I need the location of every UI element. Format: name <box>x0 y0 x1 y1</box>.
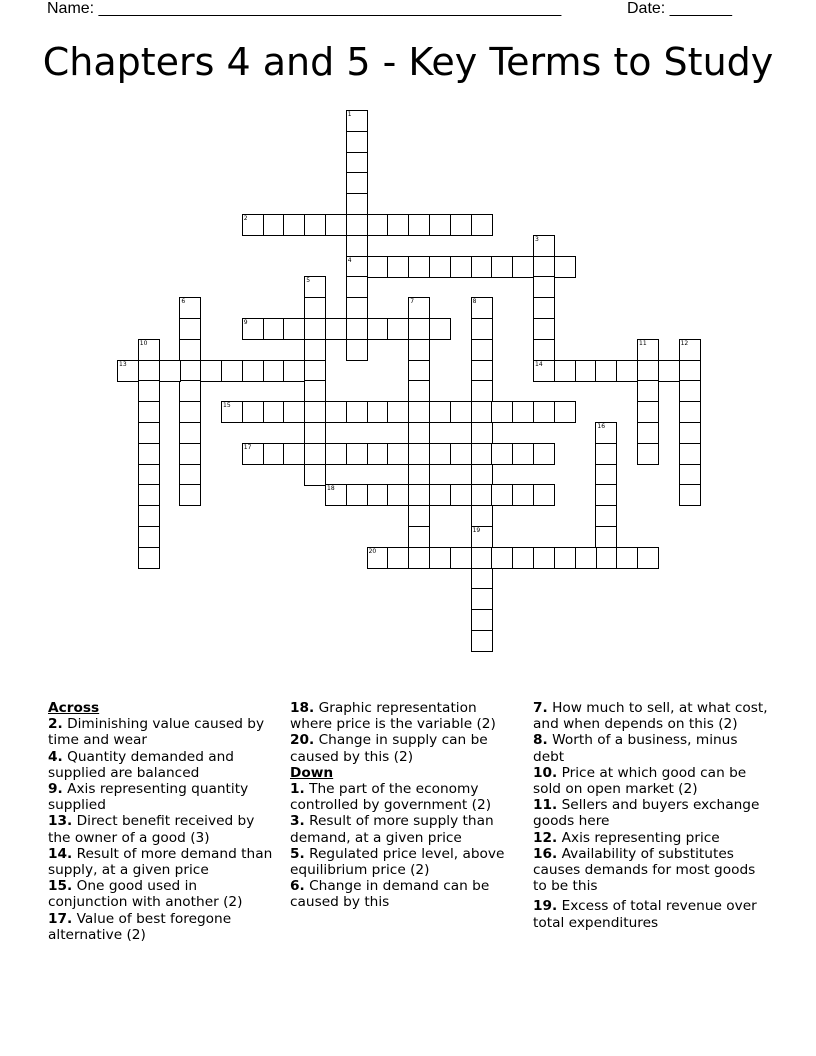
clue-text: Diminishing value caused by time and wear <box>48 716 265 749</box>
crossword-cell[interactable] <box>408 380 430 402</box>
crossword-cell[interactable] <box>533 339 555 361</box>
clue-text: Excess of total revenue over total expenditures <box>533 898 757 931</box>
cell-number: 18 <box>327 485 335 493</box>
crossword-cell[interactable] <box>387 547 409 569</box>
crossword-cell[interactable] <box>179 380 201 402</box>
clue-number: 4. <box>48 748 63 765</box>
cell-number: 7 <box>410 298 415 306</box>
clue-text: Regulated price level, above equilibrium price (2) <box>290 845 505 879</box>
crossword-cell[interactable] <box>408 256 430 278</box>
clue-number: 7. <box>533 700 548 716</box>
crossword-cell[interactable] <box>450 547 472 569</box>
crossword-cell[interactable] <box>408 360 430 382</box>
crossword-cell[interactable] <box>408 443 430 465</box>
crossword-cell[interactable] <box>304 297 326 319</box>
cell-number: 14 <box>535 360 543 368</box>
crossword-cell[interactable] <box>512 401 534 423</box>
clue-text: Value of best foregone alternative (2) <box>48 910 232 943</box>
crossword-cell[interactable] <box>471 339 493 361</box>
clue-number: 20. <box>290 732 315 749</box>
crossword-cell[interactable] <box>408 297 430 319</box>
crossword-cell[interactable] <box>346 193 368 215</box>
crossword-cell[interactable] <box>450 401 472 423</box>
crossword-cell[interactable] <box>138 339 160 361</box>
crossword-cell[interactable] <box>304 422 326 444</box>
crossword-cell[interactable] <box>429 256 451 278</box>
crossword-cell[interactable] <box>179 484 201 506</box>
crossword-cell[interactable] <box>512 256 534 278</box>
crossword-cell[interactable] <box>554 256 576 278</box>
clue-number: 17. <box>48 910 73 927</box>
crossword-cell[interactable] <box>533 484 555 506</box>
crossword-cell[interactable] <box>179 443 201 465</box>
crossword-cell[interactable] <box>387 214 409 236</box>
date-field-label: Date: _______ <box>627 0 732 17</box>
clue-across-13 <box>48 813 280 845</box>
crossword-cell[interactable] <box>471 505 493 527</box>
crossword-cell[interactable] <box>512 547 534 569</box>
clue-down-3 <box>290 813 522 845</box>
crossword-cell[interactable] <box>304 443 326 465</box>
crossword-cell[interactable] <box>304 360 326 382</box>
cell-number: 2 <box>243 215 248 222</box>
crossword-cell[interactable] <box>408 401 430 423</box>
crossword-cell[interactable] <box>471 609 493 631</box>
crossword-cell[interactable] <box>471 360 493 382</box>
crossword-cell[interactable] <box>242 360 264 382</box>
crossword-cell[interactable] <box>304 401 326 423</box>
crossword-cell[interactable] <box>533 235 555 257</box>
clue-number: 19. <box>533 898 558 915</box>
crossword-cell[interactable] <box>679 443 701 465</box>
crossword-cell[interactable] <box>283 401 305 423</box>
crossword-cell[interactable] <box>512 443 534 465</box>
clue-down-12 <box>533 830 771 846</box>
crossword-cell[interactable] <box>346 256 368 278</box>
crossword-cell[interactable] <box>242 214 264 236</box>
crossword-cell[interactable] <box>471 401 493 423</box>
cell-number: 19 <box>472 527 481 534</box>
crossword-cell[interactable] <box>179 401 201 423</box>
clue-number: 3. <box>290 813 305 830</box>
crossword-cell[interactable] <box>471 422 493 444</box>
crossword-cell[interactable] <box>637 380 659 402</box>
crossword-cell[interactable] <box>346 339 368 361</box>
crossword-cell[interactable] <box>575 547 597 569</box>
crossword-cell[interactable] <box>471 443 493 465</box>
crossword-cell[interactable] <box>387 443 409 465</box>
cell-number: 1 <box>347 111 352 118</box>
crossword-cell[interactable] <box>471 380 493 402</box>
crossword-cell[interactable] <box>346 172 368 194</box>
clue-text: Sellers and buyers exchange goods here <box>533 797 760 830</box>
crossword-cell[interactable] <box>471 630 493 652</box>
crossword-cell[interactable] <box>346 484 368 506</box>
crossword-cell[interactable] <box>450 443 472 465</box>
crossword-cell[interactable] <box>138 526 160 548</box>
crossword-cell[interactable] <box>429 214 451 236</box>
clue-down-19 <box>533 898 771 930</box>
cell-number: 11 <box>639 339 647 347</box>
clue-text: Graphic representation where price is the variable (2) <box>290 700 496 733</box>
clue-across-15 <box>48 878 280 910</box>
crossword-cell[interactable] <box>637 360 659 382</box>
clue-down-10 <box>533 765 771 797</box>
crossword-cell[interactable] <box>429 443 451 465</box>
crossword-cell[interactable] <box>263 318 285 340</box>
crossword-cell[interactable] <box>367 443 389 465</box>
clue-number: 13. <box>48 813 73 830</box>
crossword-cell[interactable] <box>159 360 181 382</box>
clue-text: Direct benefit received by the owner of a good (3) <box>48 813 255 846</box>
crossword-cell[interactable] <box>595 526 617 548</box>
crossword-cell[interactable] <box>200 360 222 382</box>
clue-text: Change in supply can be caused by this (2) <box>290 732 488 765</box>
crossword-cell[interactable] <box>595 443 617 465</box>
crossword-cell[interactable] <box>346 276 368 298</box>
clue-down-5 <box>290 846 522 878</box>
clue-down-7 <box>533 700 771 732</box>
clue-text: Worth of a business, minus debt <box>533 732 738 765</box>
crossword-cell[interactable] <box>346 110 368 132</box>
crossword-cell[interactable] <box>304 276 326 298</box>
crossword-cell[interactable] <box>512 484 534 506</box>
crossword-cell[interactable] <box>367 401 389 423</box>
down-heading: Down <box>290 764 334 781</box>
crossword-cell[interactable] <box>179 422 201 444</box>
crossword-cell[interactable] <box>616 547 638 569</box>
crossword-cell[interactable] <box>408 464 430 486</box>
crossword-cell[interactable] <box>471 568 493 590</box>
crossword-cell[interactable] <box>471 318 493 340</box>
crossword-cell[interactable] <box>283 360 305 382</box>
crossword-cell[interactable] <box>408 214 430 236</box>
crossword-cell[interactable] <box>595 505 617 527</box>
crossword-cell[interactable] <box>304 339 326 361</box>
clue-text: Availability of substitutes causes demands for most goods to be this <box>533 845 756 895</box>
clue-number: 10. <box>533 764 558 781</box>
across-heading: Across <box>48 700 100 716</box>
crossword-cell[interactable] <box>242 443 264 465</box>
crossword-cell[interactable] <box>533 318 555 340</box>
clue-across-20 <box>290 732 522 764</box>
crossword-cell[interactable] <box>491 547 513 569</box>
crossword-cell[interactable] <box>346 318 368 340</box>
clue-text: Change in demand can be caused by this <box>290 878 490 911</box>
crossword-cell[interactable] <box>367 484 389 506</box>
crossword-cell[interactable] <box>242 401 264 423</box>
crossword-cell[interactable] <box>637 339 659 361</box>
clue-across-2 <box>48 716 280 748</box>
crossword-cell[interactable] <box>138 484 160 506</box>
crossword-cell[interactable] <box>325 318 347 340</box>
clue-text: Result of more supply than demand, at a given price <box>290 813 494 846</box>
crossword-cell[interactable] <box>387 484 409 506</box>
cell-number: 12 <box>680 339 689 347</box>
crossword-cell[interactable] <box>450 484 472 506</box>
crossword-cell[interactable] <box>679 380 701 402</box>
crossword-cell[interactable] <box>533 297 555 319</box>
crossword-cell[interactable] <box>408 339 430 361</box>
crossword-cell[interactable] <box>304 464 326 486</box>
crossword-cell[interactable] <box>491 443 513 465</box>
clue-text: How much to sell, at what cost, and when depends on this (2) <box>533 700 768 733</box>
clue-down-1 <box>290 781 522 813</box>
crossword-cell[interactable] <box>346 443 368 465</box>
crossword-cell[interactable] <box>429 401 451 423</box>
crossword-cell[interactable] <box>346 214 368 236</box>
crossword-cell[interactable] <box>471 526 493 548</box>
clue-down-8 <box>533 732 771 764</box>
crossword-cell[interactable] <box>408 526 430 548</box>
crossword-cell[interactable] <box>637 443 659 465</box>
crossword-cell[interactable] <box>679 422 701 444</box>
crossword-cell[interactable] <box>283 214 305 236</box>
crossword-cell[interactable] <box>658 360 680 382</box>
crossword-cell[interactable] <box>138 443 160 465</box>
crossword-cell[interactable] <box>450 256 472 278</box>
crossword-cell[interactable] <box>283 443 305 465</box>
crossword-cell[interactable] <box>554 547 576 569</box>
clue-text: Result of more demand than supply, at a given price <box>48 845 273 879</box>
name-field-label: Name: ____________________________________________________ <box>47 0 562 17</box>
crossword-cell[interactable] <box>387 318 409 340</box>
cell-number: 20 <box>368 547 377 555</box>
crossword-cell[interactable] <box>533 547 555 569</box>
crossword-cell[interactable] <box>450 214 472 236</box>
crossword-cell[interactable] <box>138 360 160 382</box>
crossword-cell[interactable] <box>679 339 701 361</box>
cell-number: 4 <box>347 256 352 264</box>
crossword-cell[interactable] <box>471 256 493 278</box>
crossword-cell[interactable] <box>179 318 201 340</box>
cell-number: 6 <box>181 298 186 306</box>
crossword-cell[interactable] <box>471 297 493 319</box>
clue-text: Quantity demanded and supplied are balanced <box>48 748 234 781</box>
crossword-cell[interactable] <box>533 401 555 423</box>
clue-down-16 <box>533 846 771 895</box>
crossword-cell[interactable] <box>575 360 597 382</box>
crossword-cell[interactable] <box>429 547 451 569</box>
crossword-cell[interactable] <box>179 339 201 361</box>
clue-down-11 <box>533 797 771 829</box>
clue-number: 14. <box>48 845 73 862</box>
crossword-cell[interactable] <box>263 401 285 423</box>
crossword-cell[interactable] <box>408 422 430 444</box>
crossword-cell[interactable] <box>179 360 201 382</box>
crossword-cell[interactable] <box>263 214 285 236</box>
crossword-cell[interactable] <box>491 401 513 423</box>
crossword-cell[interactable] <box>637 547 659 569</box>
crossword-cell[interactable] <box>367 256 389 278</box>
crossword-cell[interactable] <box>325 214 347 236</box>
crossword-cell[interactable] <box>346 235 368 257</box>
crossword-cell[interactable] <box>346 297 368 319</box>
clue-number: 8. <box>533 732 548 749</box>
clue-number: 9. <box>48 781 63 798</box>
crossword-cell[interactable] <box>471 547 493 569</box>
crossword-cell[interactable] <box>491 484 513 506</box>
crossword-cell[interactable] <box>367 547 389 569</box>
crossword-cell[interactable] <box>429 484 451 506</box>
crossword-cell[interactable] <box>387 401 409 423</box>
cell-number: 3 <box>535 235 539 243</box>
clues-column-1 <box>48 700 280 943</box>
clue-number: 1. <box>290 781 305 798</box>
crossword-cell[interactable] <box>138 464 160 486</box>
crossword-cell[interactable] <box>595 547 617 569</box>
cell-number: 10 <box>139 339 148 347</box>
crossword-cell[interactable] <box>595 464 617 486</box>
crossword-cell[interactable] <box>491 256 513 278</box>
crossword-cell[interactable] <box>179 464 201 486</box>
clue-number: 18. <box>290 700 315 716</box>
crossword-cell[interactable] <box>554 401 576 423</box>
crossword-cell[interactable] <box>408 484 430 506</box>
cell-number: 16 <box>597 423 606 430</box>
crossword-cell[interactable] <box>221 360 243 382</box>
crossword-cell[interactable] <box>387 256 409 278</box>
clue-across-9 <box>48 781 280 813</box>
crossword-cell[interactable] <box>595 360 617 382</box>
crossword-cell[interactable] <box>471 484 493 506</box>
clue-text: One good used in conjunction with another (2) <box>48 878 243 911</box>
crossword-cell[interactable] <box>138 401 160 423</box>
crossword-cell[interactable] <box>325 443 347 465</box>
clue-number: 5. <box>290 845 305 862</box>
crossword-cell[interactable] <box>138 505 160 527</box>
crossword-cell[interactable] <box>138 380 160 402</box>
crossword-cell[interactable] <box>595 422 617 444</box>
clue-across-18 <box>290 700 522 732</box>
crossword-cell[interactable] <box>533 360 555 382</box>
crossword-cell[interactable] <box>138 422 160 444</box>
crossword-cell[interactable] <box>221 401 243 423</box>
crossword-cell[interactable] <box>679 484 701 506</box>
clue-down-6 <box>290 878 522 910</box>
crossword-cell[interactable] <box>471 214 493 236</box>
crossword-cell[interactable] <box>408 318 430 340</box>
crossword-cell[interactable] <box>533 443 555 465</box>
crossword-cell[interactable] <box>637 422 659 444</box>
crossword-cell[interactable] <box>346 152 368 174</box>
crossword-cell[interactable] <box>346 401 368 423</box>
clue-number: 6. <box>290 878 305 895</box>
cell-number: 9 <box>243 319 248 326</box>
crossword-cell[interactable] <box>179 297 201 319</box>
crossword-cell[interactable] <box>263 360 285 382</box>
cell-number: 5 <box>306 277 311 285</box>
cell-number: 17 <box>243 443 252 451</box>
crossword-cell[interactable] <box>533 256 555 278</box>
page-title: Chapters 4 and 5 - Key Terms to Study <box>42 40 774 84</box>
crossword-cell[interactable] <box>138 547 160 569</box>
crossword-cell[interactable] <box>554 360 576 382</box>
cell-number: 15 <box>223 402 231 410</box>
crossword-cell[interactable] <box>367 214 389 236</box>
crossword-cell[interactable] <box>679 401 701 423</box>
crossword-cell[interactable] <box>367 318 389 340</box>
crossword-cell[interactable] <box>117 360 139 382</box>
clue-text: Axis representing price <box>561 829 720 846</box>
crossword-cell[interactable] <box>471 588 493 610</box>
crossword-cell[interactable] <box>595 484 617 506</box>
cell-number: 13 <box>119 360 127 368</box>
clue-number: 12. <box>533 829 558 846</box>
clue-number: 16. <box>533 845 558 862</box>
clue-across-14 <box>48 846 280 878</box>
crossword-cell[interactable] <box>637 401 659 423</box>
crossword-cell[interactable] <box>471 464 493 486</box>
clue-text: Axis representing quantity supplied <box>48 781 249 814</box>
crossword-cell[interactable] <box>242 318 264 340</box>
clues-column-2 <box>290 700 522 911</box>
clue-across-17 <box>48 911 280 943</box>
cell-number: 8 <box>472 298 477 306</box>
crossword-cell[interactable] <box>679 464 701 486</box>
crossword-cell[interactable] <box>679 360 701 382</box>
clue-across-4 <box>48 749 280 781</box>
crossword-cell[interactable] <box>283 318 305 340</box>
clue-text: Price at which good can be sold on open market (2) <box>533 764 747 798</box>
crossword-cell[interactable] <box>304 318 326 340</box>
crossword-cell[interactable] <box>408 547 430 569</box>
crossword-cell[interactable] <box>346 131 368 153</box>
crossword-cell[interactable] <box>325 484 347 506</box>
clue-number: 2. <box>48 716 63 733</box>
clue-number: 15. <box>48 878 73 895</box>
crossword-cell[interactable] <box>263 443 285 465</box>
clue-number: 11. <box>533 797 558 814</box>
clue-text: The part of the economy controlled by government (2) <box>290 781 492 814</box>
clues-column-3 <box>533 700 771 931</box>
crossword-cell[interactable] <box>429 318 451 340</box>
crossword-cell[interactable] <box>325 401 347 423</box>
crossword-cell[interactable] <box>616 360 638 382</box>
crossword-cell[interactable] <box>533 276 555 298</box>
crossword-cell[interactable] <box>304 214 326 236</box>
crossword-cell[interactable] <box>408 505 430 527</box>
crossword-cell[interactable] <box>304 380 326 402</box>
